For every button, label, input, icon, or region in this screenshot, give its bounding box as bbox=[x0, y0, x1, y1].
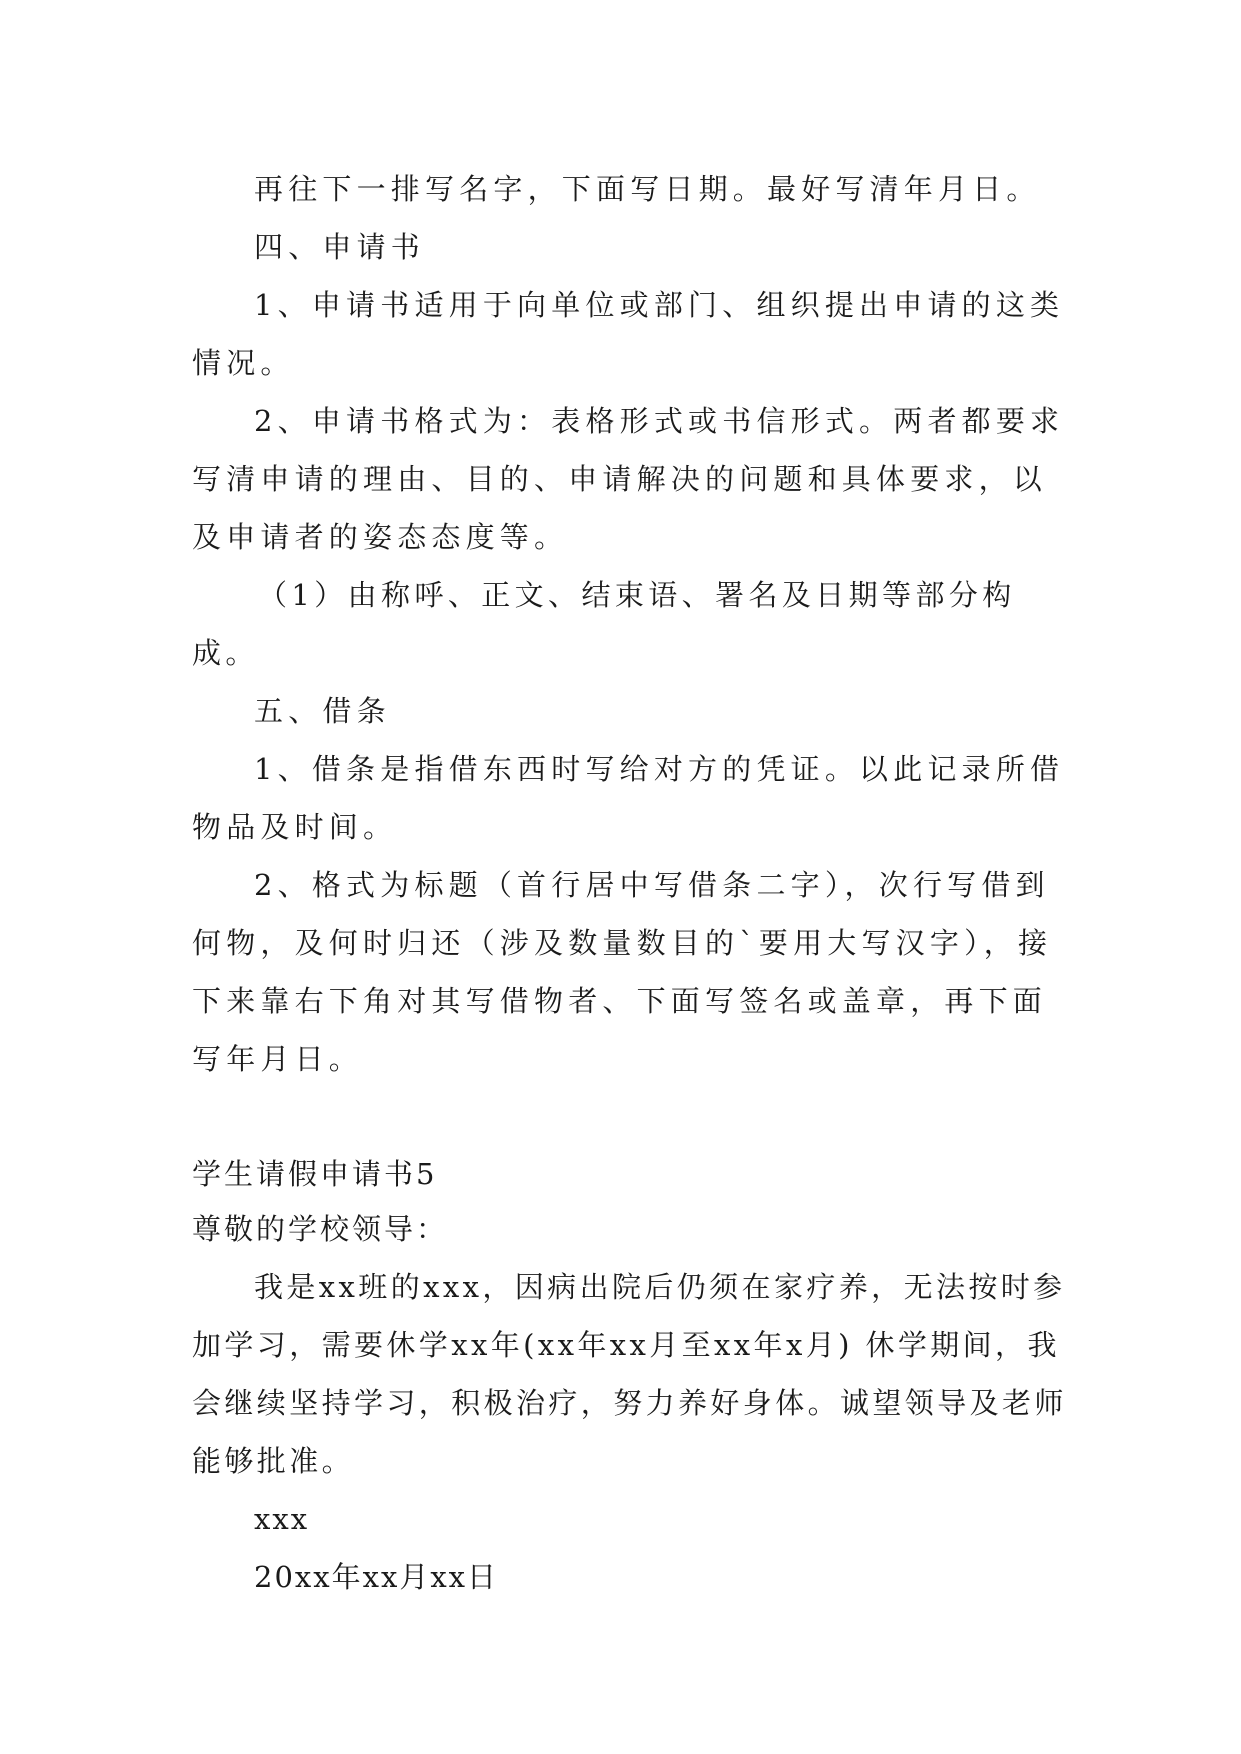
paragraph-signature-instructions: 再往下一排写名字，下面写日期。最好写清年月日。 bbox=[254, 172, 1041, 206]
heading-iou-note: 五、借条 bbox=[254, 694, 391, 728]
paragraph-iou-definition: 1、借条是指借东西时写给对方的凭证。以此记录所借物品及时间。 bbox=[192, 752, 1065, 844]
paragraph-application-format: 2、申请书格式为：表格形式或书信形式。两者都要求写清申请的理由、目的、申请解决的问题和具体要求，以及申请者的姿态态度等。 bbox=[192, 404, 1065, 554]
document-content bbox=[192, 160, 1072, 1606]
paragraph-application-structure: （1）由称呼、正文、结束语、署名及日期等部分构成。 bbox=[192, 578, 1016, 670]
signature-name: xxx bbox=[254, 1502, 310, 1536]
heading-application-letter: 四、申请书 bbox=[254, 230, 426, 264]
section-spacer bbox=[192, 1088, 1072, 1148]
letter-body: 我是xx班的xxx，因病出院后仍须在家疗养，无法按时参加学习，需要休学xx年(xx年xx月至xx年x月) 休学期间，我会继续坚持学习，积极治疗，努力养好身体。诚望领导及老师能够批准。 bbox=[192, 1270, 1067, 1478]
section-title: 学生请假申请书5 bbox=[192, 1157, 438, 1191]
paragraph-iou-format: 2、格式为标题（首行居中写借条二字），次行写借到何物，及何时归还（涉及数量数目的`要用大写汉字），接下来靠右下角对其写借物者、下面写签名或盖章，再下面写年月日。 bbox=[192, 868, 1053, 1076]
signature-date: 20xx年xx月xx日 bbox=[254, 1560, 499, 1594]
salutation: 尊敬的学校领导： bbox=[192, 1212, 449, 1246]
paragraph-application-usage: 1、申请书适用于向单位或部门、组织提出申请的这类情况。 bbox=[192, 288, 1065, 380]
